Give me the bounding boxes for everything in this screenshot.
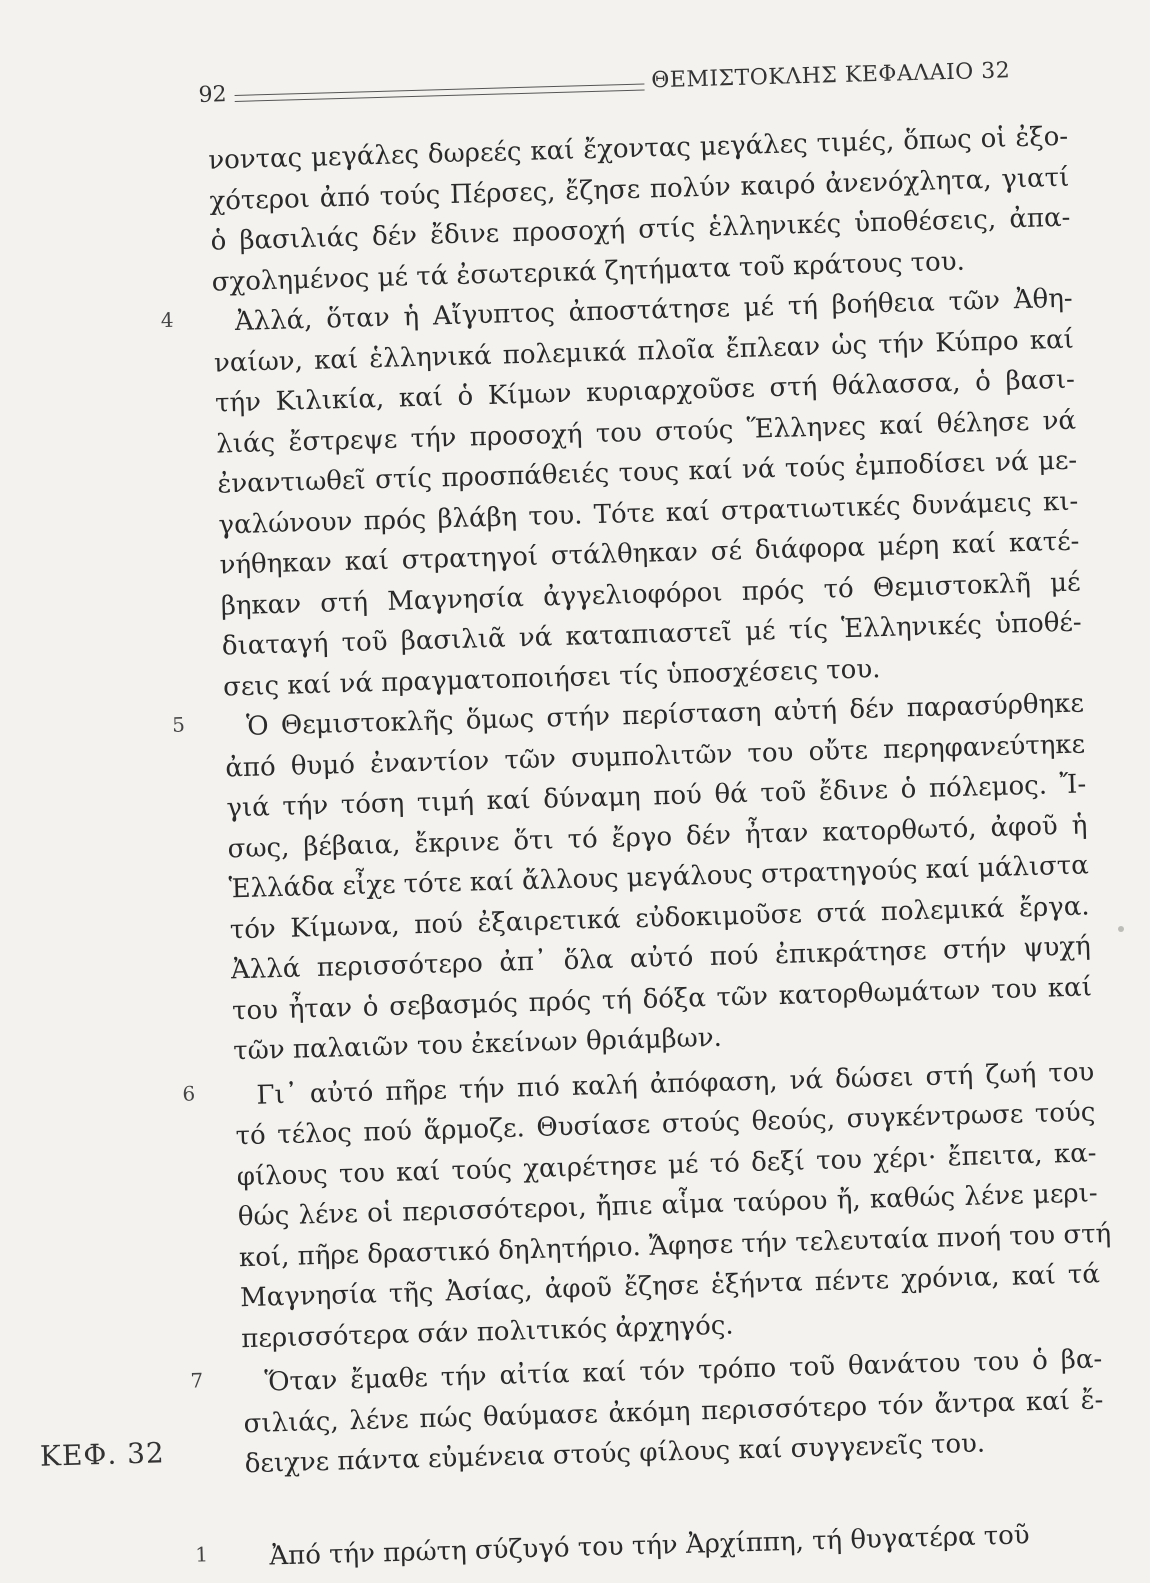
text-line: Ἀπό τήν πρώτη σύζυγό του τήν Ἀρχίππη, τή θυγατέρα τοῦ [268,1519,1031,1572]
text-line: γιά τήν τόση τιμή καί δύναμη πού θά τοῦ ἔδινε ὁ πόλεμος. Ἴ- [226,769,1087,824]
paragraph [194,1513,1108,1577]
section-number: 4 [160,307,174,333]
text-line: λιάς ἔστρεψε τήν προσοχή του στούς Ἕλληνες καί θέλησε νά [215,405,1077,460]
paragraph [182,1052,1112,1359]
text-line: Ἑλλάδα εἶχε τότε καί ἄλλους μεγάλους στρατηγούς καί μάλιστα [228,850,1090,905]
paragraph [171,683,1094,1071]
text-line: ἀπό θυμό ἐναντίον τῶν συμπολιτῶν του οὔτε περηφανεύτηκε [224,728,1086,783]
text-line: νήθηκαν καί στρατηγοί στάλθηκαν σέ διάφορα μέρη καί κατέ- [219,526,1080,581]
text-line: τήν Κιλικία, καί ὁ Κίμων κυριαρχοῦσε στή θάλασσα, ὁ βασι- [214,364,1076,419]
text-line: Μαγνησία τῆς Ἀσίας, ἀφοῦ ἔζησε ἑξήντα πέντε χρόνια, καί τά [239,1259,1101,1314]
text-line: διαταγή τοῦ βασιλιᾶ νά καταπιαστεῖ μέ τίς Ἑλληνικές ὑποθέ- [221,607,1083,662]
margin-dot [1118,926,1124,932]
text-line: Ὁ Θεμιστοκλῆς ὅμως στήν περίσταση αὐτή δέν παρασύρθηκε [245,688,1085,742]
text-line: Γι᾽ αὐτό πῆρε τήν πιό καλή ἀπόφαση, νά δώσει στή ζωή του [256,1056,1095,1111]
section-number: 6 [182,1080,196,1106]
text-line: γαλώνουν πρός βλάβη του. Τότε καί στρατιωτικές δυνάμεις κι- [218,486,1079,541]
section-number: 1 [194,1541,209,1567]
text-line: χότεροι ἀπό τούς Πέρσες, ἔζησε πολύν καιρό ἀνενόχλητα, γιατί [209,162,1070,217]
text-line: σιλιάς, λένε πώς θαύμασε ἀκόμη περισσότερο τόν ἄντρα καί ἔ- [243,1384,1104,1439]
paragraph [190,1339,1105,1484]
text-line: θώς λένε οἱ περισσότεροι, ἤπιε αἷμα ταύρου ἤ, καθώς λένε μερι- [237,1178,1098,1233]
text-line: ὁ βασιλιάς δέν ἔδινε προσοχή στίς ἑλληνικές ὑποθέσεις, ἀπα- [210,202,1071,257]
text-line: φίλους του καί τούς χαιρέτησε μέ τό δεξί του χέρι· ἔπειτα, κα- [236,1137,1097,1192]
text-line: τό τέλος πού ἅρμοζε. Θυσίασε στούς θεούς, συγκέντρωσε τούς [235,1097,1096,1152]
text-line: δειχνε πάντα εὐμένεια στούς φίλους καί συγγενεῖς του. [244,1428,986,1480]
page-header [195,30,1036,108]
body-text [160,117,1112,1577]
text-line: σχολημένος μέ τά ἐσωτερικά ζητήματα τοῦ κράτους του. [211,246,966,298]
text-line: Ὅταν ἔμαθε τήν αἰτία καί τόν τρόπο τοῦ θανάτου του ὁ βα- [264,1344,1103,1398]
paragraph [208,117,1072,303]
running-head: ΘΕΜΙΣΤΟΚΛΗΣ ΚΕΦΑΛΑΙΟ 32 [650,58,1011,94]
text-line: περισσότερα σάν πολιτικός ἀρχηγός. [240,1310,734,1354]
section-number: 7 [190,1368,204,1393]
text-line: κοί, πῆρε δραστικό δηλητήριο. Ἄφησε τήν τελευταία πνοή του στή [238,1218,1112,1273]
text-line: βηκαν στή Μαγνησία ἀγγελιοφόροι πρός τό Θεμιστοκλῆ μέ [220,567,1081,622]
text-line: Ἀλλά, ὅταν ἡ Αἴγυπτος ἀποστάτησε μέ τή βοήθεια τῶν Ἀθη- [234,283,1073,338]
chapter-label: ΚΕΦ. 32 [39,1436,166,1473]
text-line: σως, βέβαια, ἔκρινε ὅτι τό ἔργο δέν ἦταν κατορθωτό, ἀφοῦ ἡ [227,809,1088,864]
text-line: Ἀλλά περισσότερο ἀπ᾽ ὅλα αὐτό πού ἐπικράτησε στήν ψυχή [230,931,1092,986]
text-line: τῶν παλαιῶν του ἐκείνων θριάμβων. [232,1022,723,1067]
paragraph [160,279,1083,708]
text-line: νοντας μεγάλες δωρεές καί ἔχοντας μεγάλες τιμές, ὅπως οἱ ἐξο- [207,121,1069,176]
header-rule [235,84,645,102]
text-line: σεις καί νά πραγματοποιήσει τίς ὑποσχέσεις του. [222,653,881,702]
section-number: 5 [171,712,186,737]
text-line: τόν Κίμωνα, πού ἐξαιρετικά εὐδοκιμοῦσε στά πολεμικά ἔργα. [229,890,1090,945]
text-line: ἐναντιωθεῖ στίς προσπάθειές τους καί νά τούς ἐμποδίσει νά με- [217,445,1078,500]
page-number: 92 [198,82,227,108]
text-line: του ἦταν ὁ σεβασμός πρός τή δόξα τῶν κατορθωμάτων του καί [231,971,1093,1026]
text-line: ναίων, καί ἑλληνικά πολεμικά πλοῖα ἔπλεαν ὡς τήν Κύπρο καί [213,324,1075,379]
